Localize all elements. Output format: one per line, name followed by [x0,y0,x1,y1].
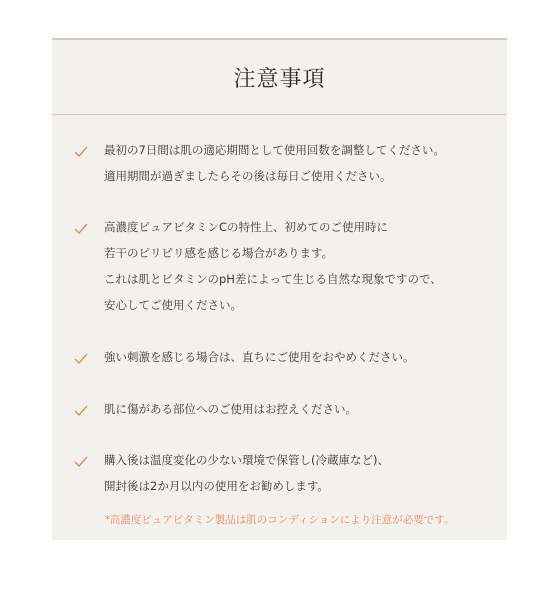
item-text [104,344,499,370]
check-icon [74,353,88,365]
item-text [104,396,499,422]
item-line: 最初の7日間は肌の適応期間として使用回数を調整してください。 [104,143,445,157]
item-line: 適用期間が過ぎましたらその後は毎日ご使用ください。 [104,169,392,183]
item-line: 開封後は2か月以内の使用をお勧めします。 [104,479,329,493]
page-title: 注意事項 [233,67,326,92]
item-line: 肌に傷がある部位へのご使用はお控えください。 [104,402,357,416]
item-text [104,137,499,189]
check-icon [74,405,88,417]
check-icon [74,223,88,235]
item-line: 若干のピリピリ感を感じる場合があります。 [104,246,334,260]
item-line: 高濃度ピュアビタミンCの特性上、初めてのご使用時に [104,220,389,234]
item-line: 強い刺激を感じる場合は、直ちにご使用をおやめください。 [104,350,415,364]
check-icon [74,456,88,468]
caution-card [52,38,507,540]
check-icon [74,146,88,158]
item-line: これは肌とビタミンのpH差によって生じる自然な現象ですので、 [104,272,442,286]
item-text [104,447,499,499]
title-divider [52,114,507,115]
footnote: *高濃度ピュアビタミン製品は肌のコンディションにより注意が必要です。 [104,514,455,526]
item-text [104,214,499,318]
item-line: 購入後は温度変化の少ない環境で保管し(冷蔵庫など)、 [104,453,389,467]
item-line: 安心してご使用ください。 [104,298,242,312]
